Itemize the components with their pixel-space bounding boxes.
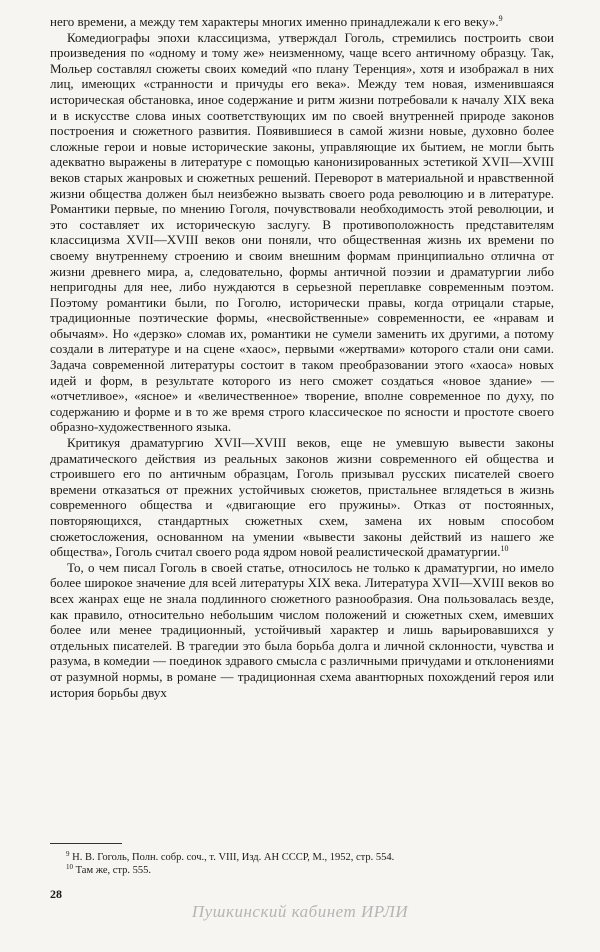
footnote-divider bbox=[50, 843, 122, 844]
paragraph-3-text: Критикуя драматургию XVII—XVIII веков, еще не умевшую вывести законы драматического действия из реальных законов жизни современного ей общества и строившего его по античным образцам, Гоголь призывал русских писателей своего времени отказаться от прежних устойчивых сюжетов, пристальнее вглядеться в жизнь современного общества и «двигающие его пружины». Отказ от постоянных, повторяющихся, стандартных сюжетных схем, замена их новым способом сюжетосложения, основанном на умении «вывести законы действий из нашего же общества», Гоголь считал своего рода ядром новой реалистической драматургии. bbox=[50, 435, 554, 560]
paragraph-2-text: Комедиографы эпохи классицизма, утверждал Гоголь, стремились построить свои произведения по «одному и тому же» неизменному, чаще всего античному образцу. Так, Мольер составлял сюжеты своих комедий «по плану Теренция», хотя и изображал в них лиц, имеющих «странности и причуды его века». Между тем новая, изменившаяся историческая обстановка, иное содержание и ритм жизни потребовали к началу XIX века и в искусстве слова иных соответствующих им по своей внутренней природе законов построения и сюжетного развития. Появившиеся в самой жизни новые, духовно более сложные герои и новые исторические законы, управляющие их бытием, не могли быть адекватно выражены в литературе с помощью канонизированных эстетикой XVII—XVIII веков старых жанровых и сюжетных решений. Переворот в материальной и нравственной жизни общества должен был неизбежно вызвать своего рода революцию и в литературе. Романтики первые, по мнению Гоголя, почувствовали необходимость этой революции, и это составляет их историческую заслугу. В противоположность представителям классицизма XVII—XVIII веков они поняли, что общественная жизнь их времени по своему внутреннему строению и своим внешним формам принципиально отлична от жизни древнего мира, а, следовательно, формы античной поэзии и драматургии либо непригодны для нее, либо нуждаются в серьезной переплавке современным поэтом. Поэтому романтики были, по Гоголю, исторически правы, когда отрицали старые, традиционные поэтические формы, «несвойственные» современности, ее «нравам и обычаям». Но «дерзко» сломав их, романтики не сумели заменить их другими, а потому создали в литературе и на сцене «хаос», первыми «жертвами» которого стали они сами. Задача современной литературы состоит в таком преобразовании этого «хаоса» новых идей и форм, в результате которого из него сможет создаться «новое здание» — «отчетливое», «ясное» и «величественное» творение, вполне современное по духу, по содержанию и форме и в то же время строго классическое по ясности и простоте своего образно-художественного языка. bbox=[50, 29, 554, 435]
paragraph-2 bbox=[50, 30, 554, 435]
footnote-10 bbox=[66, 864, 556, 877]
paragraph-1 bbox=[50, 14, 554, 30]
paragraph-3 bbox=[50, 435, 554, 560]
footnote-ref-9: 9 bbox=[498, 14, 503, 23]
page-number: 28 bbox=[50, 887, 62, 901]
paragraph-4-text: То, о чем писал Гоголь в своей статье, относилось не только к драматургии, но имело более широкое значение для всей литературы XIX века. Литература XVII—XVIII веков во всех жанрах еще не знала подлинного сюжетного разнообразия. Она пользовалась везде, как правило, относительно небольшим числом положений и сюжетных схем, имевших более или менее традиционный, устойчивый характер и лишь варьировавшихся у отдельных писателей. В трагедии это была борьба долга и личной склонности, чувства и разума, в комедии — поединок здравого смысла с различными причудами и отклонениями от разумной нормы, в романе — традиционная схема авантюрных похождений героя или история борьбы двух bbox=[50, 559, 554, 700]
main-text bbox=[50, 14, 554, 700]
footnote-number: 9 bbox=[66, 850, 70, 858]
page-body bbox=[50, 14, 554, 700]
watermark: Пушкинский кабинет ИРЛИ bbox=[191, 902, 409, 921]
paragraph-4 bbox=[50, 560, 554, 700]
footnote-text: Н. В. Гоголь, Полн. собр. соч., т. VIII, Изд. АН СССР, М., 1952, стр. 554. bbox=[72, 852, 395, 863]
footnotes bbox=[66, 851, 556, 877]
footnote-number: 10 bbox=[66, 863, 73, 871]
paragraph-1-text: него времени, а между тем характеры многих именно принадлежали к его веку». bbox=[50, 14, 499, 29]
footnote-9 bbox=[66, 851, 556, 864]
footnote-ref-10: 10 bbox=[500, 544, 509, 554]
footnote-text: Там же, стр. 555. bbox=[75, 865, 151, 876]
